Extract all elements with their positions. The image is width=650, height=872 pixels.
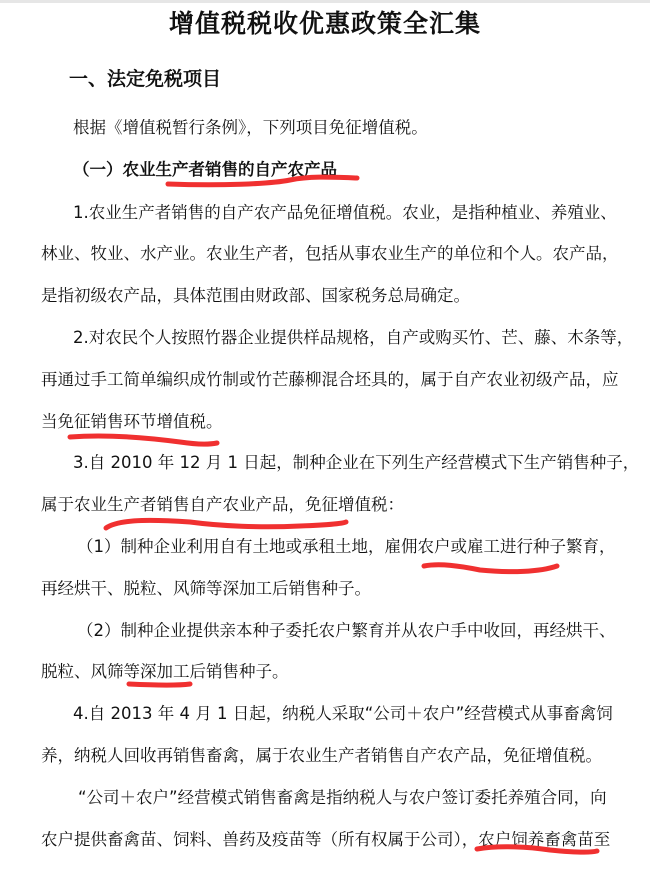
top-edge: [0, 0, 650, 3]
paragraph-line: 再通过手工简单编织成竹制或竹芒藤柳混合坯具的，属于自产农业初级产品，应: [41, 370, 619, 389]
paragraph-line: 2.对农民个人按照竹器企业提供样品规格，自产或购买竹、芒、藤、木条等，: [73, 328, 634, 347]
paragraph-line: 4.自 2013 年 4 月 1 日起，纳税人采取“公司＋农户”经营模式从事畜禽饲: [73, 704, 613, 723]
red-underline-3: [106, 520, 346, 528]
red-underline-2: [70, 436, 217, 444]
red-underline-5: [129, 684, 190, 685]
red-underline-4: [424, 565, 557, 572]
paragraph-line: 是指初级农产品，具体范围由财政部、国家税务总局确定。: [41, 286, 470, 305]
paragraph-line: 3.自 2010 年 12 月 1 日起，制种企业在下列生产经营模式下生产销售种子，: [73, 453, 640, 472]
paragraph-line: 根据《增值税暂行条例》，下列项目免征增值税。: [73, 118, 428, 137]
paragraph-line: 属于农业生产者销售自产农业产品，免征增值税：: [41, 495, 404, 514]
paragraph-line: 1.农业生产者销售的自产农产品免征增值税。农业，是指种植业、养殖业、: [73, 203, 617, 222]
section-heading: 一、法定免税项目: [69, 68, 222, 90]
paragraph-line: 再经烘干、脱粒、风筛等深加工后销售种子。: [41, 579, 371, 598]
paragraph-line: 脱粒、风筛等深加工后销售种子。: [41, 662, 289, 681]
paragraph-line: 养，纳税人回收再销售畜禽，属于农业生产者销售自产农产品，免征增值税。: [41, 746, 602, 765]
paragraph-line: 林业、牧业、水产业。农业生产者，包括从事农业生产的单位和个人。农产品，: [41, 244, 619, 263]
paragraph-line: （1）制种企业利用自有土地或承租土地，雇佣农户或雇工进行种子繁育，: [77, 537, 616, 556]
subsection-heading: （一）农业生产者销售的自产农产品: [73, 160, 337, 179]
paragraph-line: “公司＋农户”经营模式销售畜禽是指纳税人与农户签订委托养殖合同，向: [78, 788, 607, 807]
paragraph-line: （2）制种企业提供亲本种子委托农户繁育并从农户手中收回，再经烘干、: [77, 621, 616, 640]
paragraph-line: 农户提供畜禽苗、饲料、兽药及疫苗等（所有权属于公司），农户饲养畜禽苗至: [41, 830, 611, 849]
paragraph-line: 当免征销售环节增值税。: [41, 412, 223, 431]
document-title: 增值税税收优惠政策全汇集: [168, 9, 481, 38]
